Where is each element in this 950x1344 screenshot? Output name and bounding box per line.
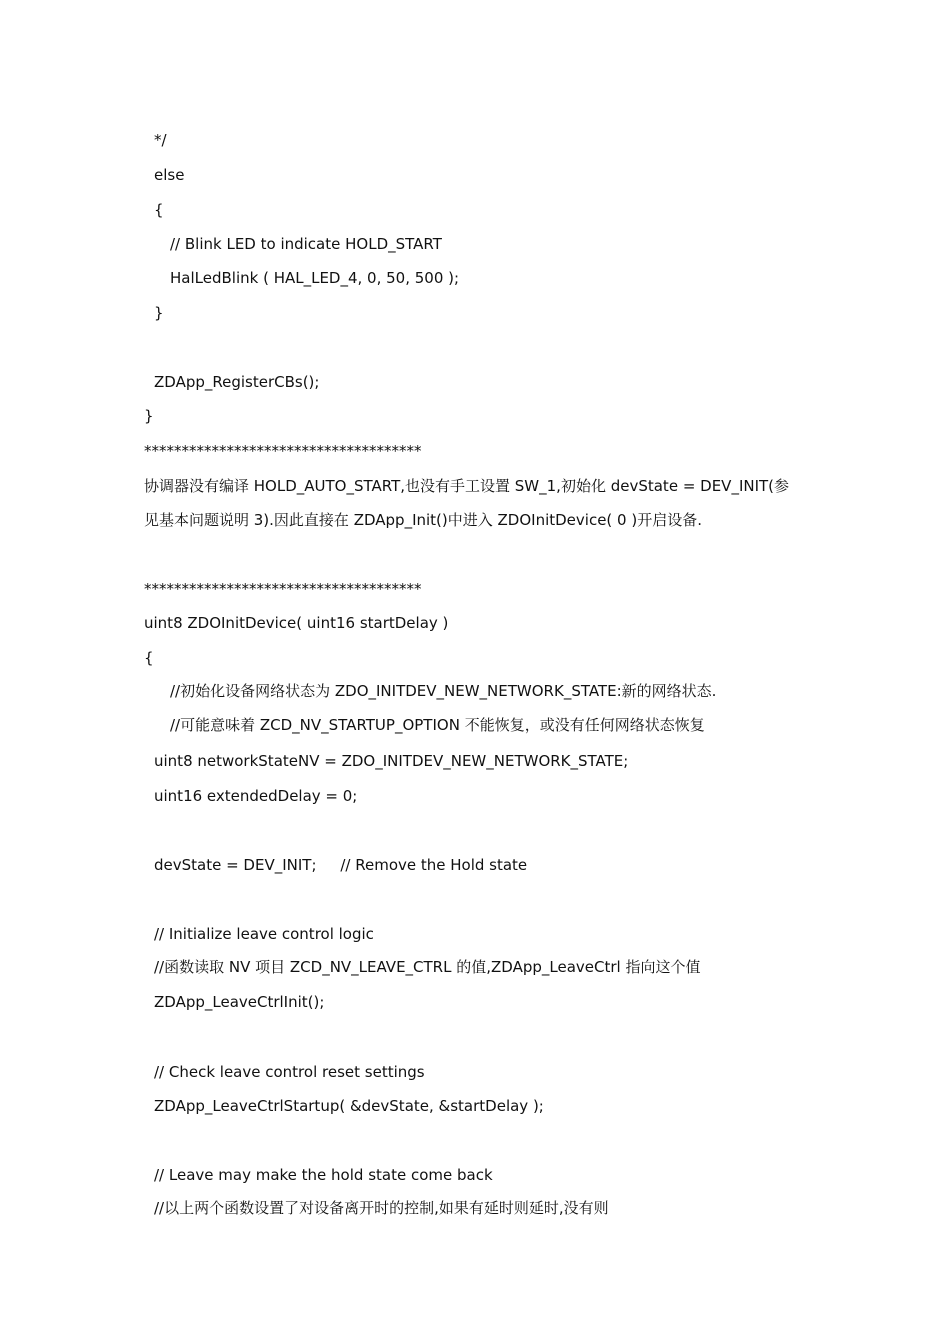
code-line: // Blink LED to indicate HOLD_START [170, 235, 442, 253]
separator-line: ************************************* [144, 580, 422, 598]
code-line: HalLedBlink ( HAL_LED_4, 0, 50, 500 ); [170, 269, 460, 287]
code-line: ZDApp_LeaveCtrlStartup( &devState, &startDelay ); [154, 1097, 544, 1115]
separator-line: ************************************* [144, 442, 422, 460]
comment-line: //可能意味着 ZCD_NV_STARTUP_OPTION 不能恢复，或没有任何网络状态恢复 [170, 716, 705, 734]
code-line: // Initialize leave control logic [154, 925, 374, 943]
code-line: devState = DEV_INIT; // Remove the Hold state [154, 856, 528, 874]
code-line: { [144, 649, 154, 667]
code-line: } [144, 407, 154, 425]
code-line: // Check leave control reset settings [154, 1063, 425, 1081]
code-line: { [154, 201, 164, 219]
code-line: } [154, 304, 164, 322]
code-line: uint16 extendedDelay = 0; [154, 787, 358, 805]
note-line: 协调器没有编译 HOLD_AUTO_START,也没有手工设置 SW_1,初始化 devState = DEV_INIT(参 [144, 477, 790, 495]
comment-line: //以上两个函数设置了对设备离开时的控制,如果有延时则延时,没有则 [154, 1199, 609, 1217]
code-line: uint8 ZDOInitDevice( uint16 startDelay ) [144, 614, 449, 632]
comment-line: //函数读取 NV 项目 ZCD_NV_LEAVE_CTRL 的值,ZDApp_LeaveCtrl 指向这个值 [154, 958, 701, 976]
code-line: uint8 networkStateNV = ZDO_INITDEV_NEW_NETWORK_STATE; [154, 752, 629, 770]
code-line: */ [154, 131, 167, 149]
code-line: ZDApp_RegisterCBs(); [154, 373, 320, 391]
code-line: ZDApp_LeaveCtrlInit(); [154, 993, 325, 1011]
code-line: // Leave may make the hold state come back [154, 1166, 493, 1184]
comment-line: //初始化设备网络状态为 ZDO_INITDEV_NEW_NETWORK_STATE:新的网络状态. [170, 682, 717, 700]
note-line: 见基本问题说明 3).因此直接在 ZDApp_Init()中进入 ZDOInitDevice( 0 )开启设备. [144, 511, 702, 529]
code-line: else [154, 166, 185, 184]
